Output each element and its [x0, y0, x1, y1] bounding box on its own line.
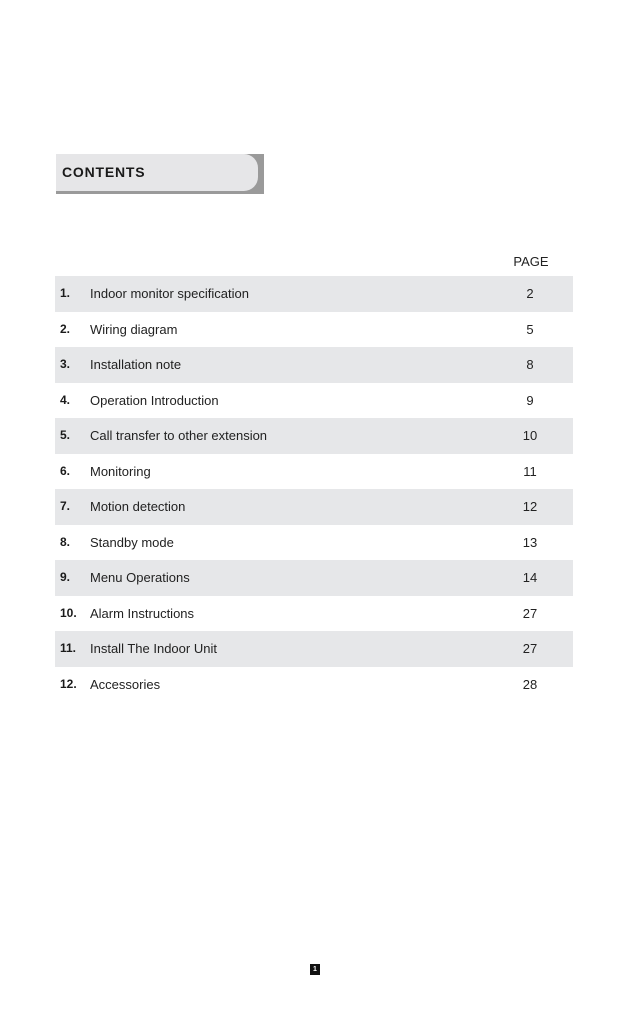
toc-entry-page: 14: [522, 570, 538, 585]
toc-entry-title: Wiring diagram: [90, 321, 178, 337]
toc-entry-title: Menu Operations: [90, 570, 190, 585]
toc-entry-number: 10.: [60, 605, 77, 620]
toc-entry-title: Standby mode: [90, 534, 174, 550]
toc-entry-number: 7.: [60, 499, 71, 513]
toc-entry-number: 11.: [60, 641, 77, 655]
toc-entry-title: Monitoring: [90, 463, 151, 479]
toc-entry-page: 27: [522, 641, 538, 656]
toc-entry-title: Motion detection: [90, 499, 186, 514]
toc-entry-page: 10: [522, 428, 538, 443]
toc-entry-page: 2: [526, 286, 534, 301]
table-of-contents: [55, 276, 573, 702]
contents-heading: CONTENTS: [56, 154, 258, 191]
toc-entry[interactable]: [55, 489, 573, 525]
toc-entry-title: Accessories: [90, 676, 161, 692]
toc-entry-title: Install The Indoor Unit: [90, 641, 217, 656]
toc-entry-page: 27: [522, 605, 538, 621]
toc-entry[interactable]: [55, 454, 573, 490]
contents-banner: [56, 154, 264, 194]
footer-page-number: 1: [310, 964, 320, 975]
toc-entry[interactable]: [55, 312, 573, 348]
toc-entry-number: 2.: [60, 321, 71, 336]
toc-entry-page: 11: [523, 463, 537, 479]
toc-entry[interactable]: [55, 347, 573, 383]
toc-entry[interactable]: [55, 667, 573, 703]
toc-entry[interactable]: [55, 418, 573, 454]
toc-entry-number: 3.: [60, 357, 71, 371]
toc-entry-page: 13: [522, 534, 538, 550]
toc-entry-title: Operation Introduction: [90, 392, 219, 408]
toc-entry[interactable]: [55, 596, 573, 632]
toc-entry[interactable]: [55, 525, 573, 561]
toc-entry[interactable]: [55, 276, 573, 312]
toc-entry-number: 4.: [60, 392, 71, 407]
toc-entry-title: Installation note: [90, 357, 182, 372]
toc-entry-page: 8: [526, 357, 534, 372]
toc-entry-page: 28: [522, 676, 538, 692]
toc-entry-number: 1.: [60, 286, 71, 300]
toc-entry-number: 5.: [60, 428, 71, 442]
toc-entry-page: 5: [526, 321, 534, 337]
toc-entry-number: 9.: [60, 570, 71, 584]
page-column-label: PAGE: [513, 254, 549, 269]
toc-entry-title: Indoor monitor specification: [90, 286, 249, 301]
toc-entry-number: 8.: [60, 534, 71, 549]
toc-entry[interactable]: [55, 383, 573, 419]
toc-entry-title: Call transfer to other extension: [90, 428, 268, 443]
toc-entry-page: 9: [526, 392, 534, 408]
toc-entry[interactable]: [55, 631, 573, 667]
toc-entry[interactable]: [55, 560, 573, 596]
toc-entry-number: 6.: [60, 463, 71, 478]
toc-entry-title: Alarm Instructions: [90, 605, 195, 621]
toc-entry-number: 12.: [60, 676, 77, 691]
toc-entry-page: 12: [522, 499, 538, 514]
